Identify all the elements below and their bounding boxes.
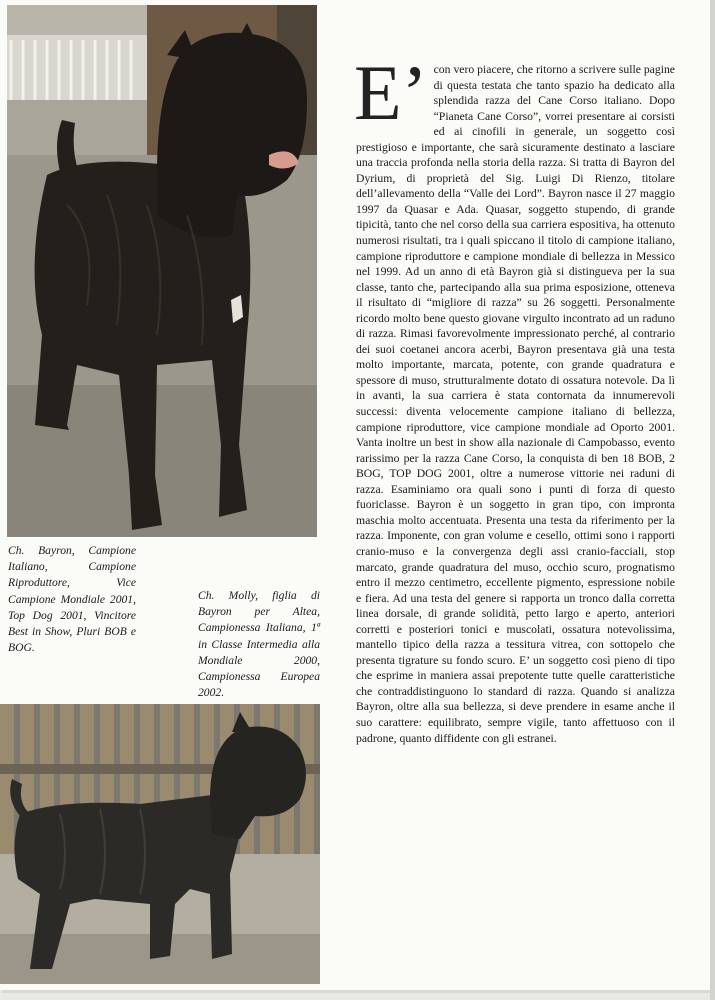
scan-edge — [710, 0, 715, 1000]
caption-bayron: Ch. Bayron, Campione Italiano, Campione Riproduttore, Vice Campione Mondiale 2001, Top Dog 2001, Vincitore Best in Show, Pluri BOB e BOG. — [8, 544, 136, 655]
drop-cap: E’ — [354, 49, 428, 136]
article-body: con vero piacere, che ritorno a scrivere sulle pagine di questa testata che tanto spazio ha dedicato alla splendida razza del Cane Corso italiano. Dopo “Pianeta Cane Corso”, vorrei presentare ai corsisti ed ai cinofili in generale, un soggetto così prestigioso e importante, che sarà sicuramente destinato a lasciare una traccia profonda nella storia della razza. Si tratta di Bayron del Dyrium, di proprietà del Sig. Luigi Di Rienzo, titolare dell’allevamento della “Valle dei Lord”. Bayron nasce il 27 maggio 1997 da Quasar e Ada. Quasar, soggetto stupendo, di grande tipicità, tanto che nel corso della sua carriera espositiva, ha ottenuto numerosi risultati, tra i quali spiccano il titolo di campione italiano, campione riproduttore e campione mondiale di bellezza in Messico nel 1999. Ad un anno di età Bayron già si distingueva per la sua classe, tanto che, partecipando alla sua prima esposizione, otteneva il risultato di “migliore di razza” su 26 soggetti. Personalmente ricordo molto bene questo giovane virgulto incontrato ad un raduno di razza. Rimasi favorevolmente impressionato perché, al contrario dei suoi coetanei ancora acerbi, Bayron presentava già una testa molto importante, marcata, potente, con grande quadratura e spessore di muso, strutturalmente dotato di ossatura notevole. Da lì in avanti, la sua carriera è stata contornata da innumerevoli successi: diventa velocemente campione italiano di bellezza, campione riproduttore, vice campione mondiale ad Oporto 2001. Vanta inoltre un best in show alla nazionale di Campobasso, evento rarissimo per la razza Cane Corso, la conquista di ben 18 BOB, 2 BOG, TOP DOG 2001, oltre a numerose vittorie nei raduni di razza. Esaminiamo ora quali sono i punti di forza di questo fuoriclasse. Bayron è un soggetto in gran tipo, con impronta maschia molto accentuata. Presenta una testa da riferimento per la razza. Imponente, con gran volume e cesello, ottimi sono i rapporti cranio-muso e la convergenza degli assi cranio-facciali, stop marcato, grande quadratura del muso, occhio scuro, prognatismo entro il mezzo centimetro, eccellente pigmento, espressione nobile e fiera. Ad una testa del genere si rapporta un tronco dalla corretta linea dorsale, di grande solidità, petto largo e aperto, anteriori corretti e posteriori tonici e muscolati, ossatura notevolissima, mantello tipico della razza a tessitura vitrea, con sottopelo che presenta tigrature su fondo scuro. E’ un soggetto così pieno di tipo che esprime in maniera assai prepotente tutte quelle caratteristiche che contraddistinguono lo standard di razza. Quando si analizza Bayron, oltre alla sua bellezza, si deve prendere in esame anche il suo carattere: equilibrato, sempre vigile, tanto affettuoso con il padrone, quanto diffidente con gli estranei. — [356, 63, 675, 745]
photo-bayron — [7, 5, 317, 537]
photo-molly-image — [0, 704, 320, 984]
photo-bayron-image — [7, 5, 317, 537]
article — [354, 49, 675, 746]
caption-molly: Ch. Molly, figlia di Bayron per Altea, Campionessa Italiana, 1ª in Classe Intermedia alla Mondiale 2000, Campionessa Europea 2002. — [198, 589, 320, 700]
photo-molly — [0, 704, 320, 984]
